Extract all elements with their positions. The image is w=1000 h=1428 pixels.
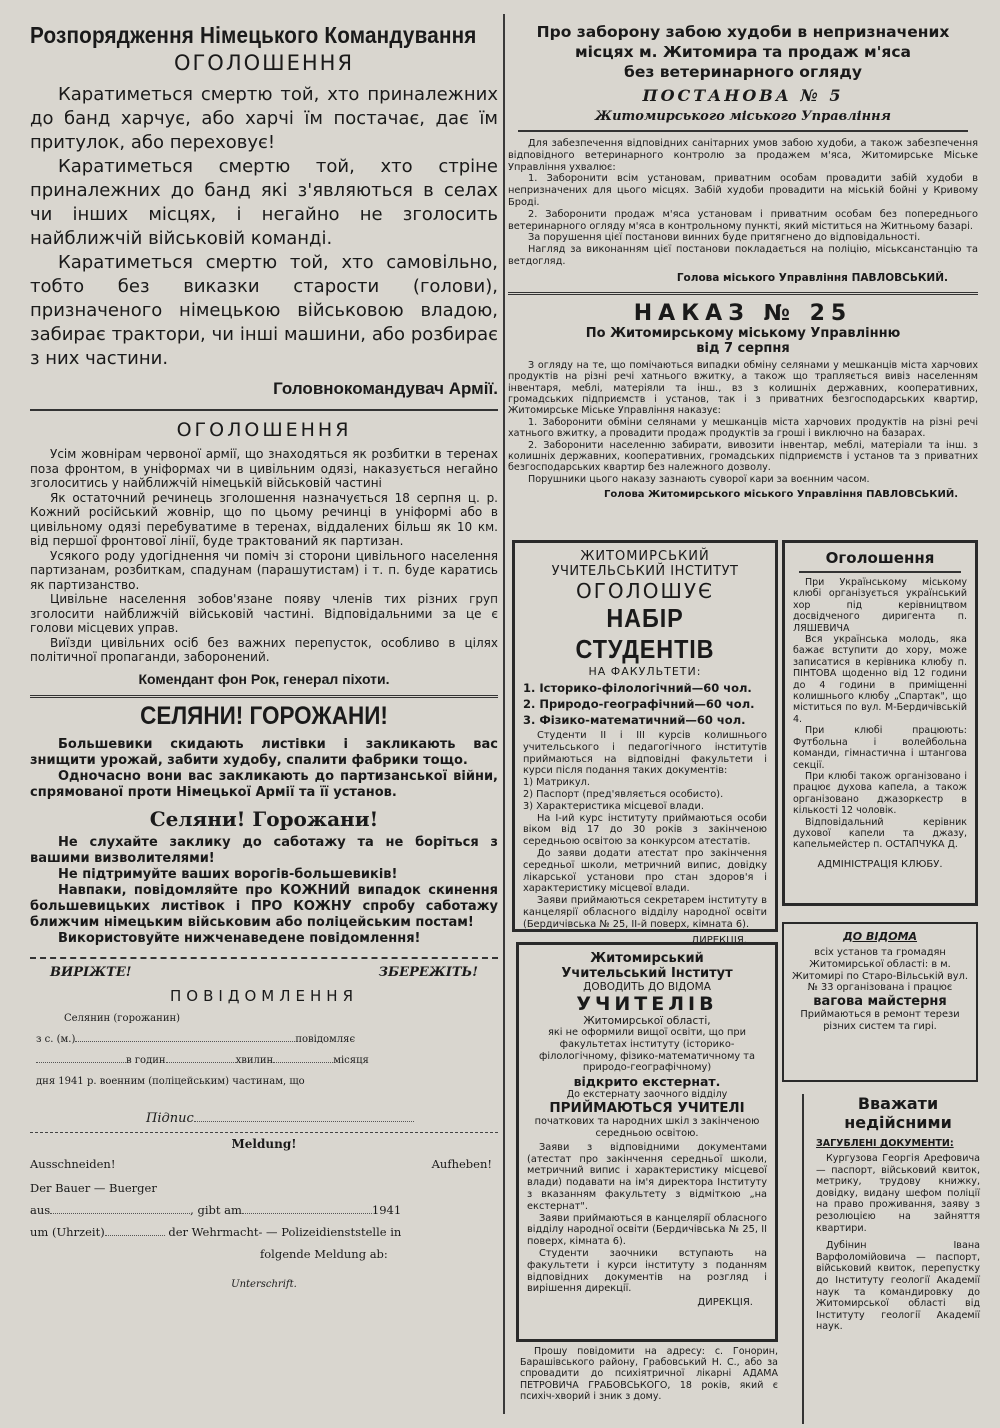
decree-title: Розпорядження Німецького Командування bbox=[30, 22, 477, 48]
teachers-open: відкрито екстернат. bbox=[573, 1074, 721, 1090]
notice-form-title: ПОВІДОМЛЕННЯ bbox=[169, 986, 358, 1005]
club-signature: АДМІНІСТРАЦІЯ КЛЮБУ. bbox=[817, 858, 943, 870]
faculty-item: 1. Історико-філологічний—60 чол. bbox=[523, 681, 752, 695]
resolution-issuer: Житомирського міського Управління bbox=[595, 109, 891, 124]
decree-signature: Головнокомандувач Армії. bbox=[273, 379, 498, 398]
decree-body bbox=[30, 83, 498, 371]
club-paragraph: При Українському міському клюбі організується український хор під керівництвом досвідченого диригента п. ЛЯШЕВИЧА bbox=[793, 577, 967, 634]
form-signature-label: Підпис bbox=[146, 1110, 194, 1126]
appeal-paragraph: Большевики скидають листівки і закликають вас знищити урожай, забити худобу, спалити фабрики тощо. bbox=[30, 736, 498, 768]
resolution-paragraph: 2. Заборонити продаж м'яса установам і приватним особам без попереднього ветеринарного огляду м'яса в контрольному пункті, який міститься на Житньому базарі. bbox=[508, 208, 978, 232]
form-de-line: um (Uhrzeit) bbox=[30, 1224, 105, 1239]
form-de-line: , gibt am bbox=[190, 1202, 242, 1217]
form-de-keep: Aufheben! bbox=[431, 1156, 492, 1171]
appeal-paragraph: Одночасно вони вас закликають до партизанської війни, спрямованої проти Німецької Армії та її установ. bbox=[30, 768, 498, 800]
invalid-paragraph: Кургузова Георгія Арефовича — паспорт, військовий квиток, метрику, трудову книжку, довідку, видану шефом поліції на право проживання, заяву з резолюцією на зайняття квартири. bbox=[816, 1153, 980, 1234]
invalid-title2: недійсними bbox=[844, 1113, 952, 1132]
institute-doc: 2) Паспорт (пред'являється особисто). bbox=[523, 788, 724, 800]
form-de-cut: Ausschneiden! bbox=[30, 1156, 116, 1171]
scale-workshop-title: ДО ВІДОМА bbox=[842, 930, 918, 943]
institute-doc: 1) Матрикул. bbox=[523, 777, 591, 789]
form-de-line: folgende Meldung ab: bbox=[260, 1246, 388, 1261]
right-column bbox=[508, 22, 978, 500]
teachers-institute-name: Житомирський bbox=[590, 951, 704, 966]
resolution-paragraph: Нагляд за виконанням цієї постанови покладається на поліцію, міськсанстанцію та ветдогляд. bbox=[508, 244, 978, 267]
announcement2-paragraph: Виїзди цивільних осіб без важних перепусток, особливо в цілях політичної пропаганди, заборонений. bbox=[30, 635, 498, 664]
resolution-title bbox=[508, 22, 978, 82]
institute-text: На І-ий курс інституту приймаються особи віком від 17 до 30 років з закінченою середньою освітою за конкурсом атестатів. bbox=[523, 812, 767, 848]
institute-type: УЧИТЕЛЬСЬКИЙ ІНСТИТУТ bbox=[551, 564, 739, 579]
club-paragraph: Вся українська молодь, яка бажає вступити до хору, може записатися в керівника клюбу п. ПІНТОВА щоденно від 12 години до 4 години в приміщенні колишнього клюбу „Спартак", що міститься по вул. М-Бердичівській 4. bbox=[793, 634, 967, 725]
teachers-text: До екстернату заочного відділу bbox=[566, 1089, 728, 1101]
order-body bbox=[508, 360, 978, 485]
missing-person-text: Прошу повідомити на адресу: с. Гонорин, Барашівського району, Грабовський Н. С., або за спровадити до психіятричної лікарні АДАМА ПЕТРОВИЧА ГРАБОВСЬКОГО, 18 років, який є психіч-хворий і зник з дому. bbox=[520, 1346, 778, 1402]
invalid-title: Вважати bbox=[857, 1094, 939, 1113]
form-de-line: der Wehrmacht- — Polizeidienststelle in bbox=[168, 1224, 402, 1239]
cut-out-label: ВИРІЖТЕ! bbox=[50, 964, 132, 980]
form-de-title: Meldung! bbox=[231, 1136, 297, 1151]
form-de-signature: Unterschrift. bbox=[231, 1278, 297, 1290]
club-announcement-box bbox=[782, 540, 978, 906]
scale-workshop-box bbox=[782, 922, 978, 1082]
announcement2-signature: Комендант фон Рок, генерал піхоти. bbox=[138, 670, 390, 687]
faculty-item: 2. Природо-географічний—60 чол. bbox=[523, 697, 755, 711]
institute-announces: ОГОЛОШУЄ bbox=[575, 579, 714, 603]
form-de-line: Der Bauer — Buerger bbox=[30, 1180, 157, 1195]
order-paragraph: 2. Заборонити населенню забирати, вивозити інвентар, меблі, матеріали та інш. з колишніх державних, кооперативних, громадських підприємств і установ та з приватних безгосподарських квартир без належного дозволу. bbox=[508, 439, 978, 474]
missing-person-notice bbox=[520, 1346, 778, 1402]
appeal-line: Не підтримуйте ваших ворогів-большевиків! bbox=[58, 866, 398, 882]
decree-paragraph: Каратиметься смертю той, хто самовільно, тобто без виказки старости (голови), призначеного німецькою військовою владою, забирає трактори, чи інші машини, або розбирає з них частини. bbox=[30, 252, 498, 369]
institute-admission-title: НАБІР СТУДЕНТІВ bbox=[575, 603, 715, 664]
resolution-title-line: місцях м. Житомира та продаж м'яса bbox=[574, 43, 911, 61]
appeal-line: Не слухайте заклику до саботажу та не боріться з вашими визволителями! bbox=[30, 834, 498, 866]
teachers-text: Студенти заочники вступають на факультети і курси інституту з поданням відповідних документів на розгляд і вирішення дирекції. bbox=[527, 1247, 767, 1295]
institute-admission-box bbox=[512, 540, 778, 946]
institute-details bbox=[523, 730, 767, 931]
scale-workshop-text: всіх установ та громадян Житомирської області: в м. Житомирі по Старо-Вільській вул. № 33 організована і працює bbox=[792, 947, 968, 994]
announcement2-paragraph: Усякого роду удогіднення чи поміч зі сторони цивільного населення партизанам, розбиткам, спадунам (парашутистам) і т. п. буде каратись як партизанство. bbox=[30, 548, 498, 592]
announcement-title: ОГОЛОШЕННЯ bbox=[173, 51, 355, 75]
resolution-body bbox=[508, 138, 978, 268]
announcement2-paragraph: Усім жовнірам червоної армії, що знаходяться як розбитки в теренах поза фронтом, в уніформах чи в цивільним одязі, наказується негайно зголоситись у найближчій німецькій військовій частині bbox=[30, 447, 498, 490]
form-field-label: хвилин bbox=[235, 1054, 274, 1066]
resolution-paragraph: Для забезпечення відповідних санітарних умов забою худоби, а також забезпечення відповідного ветеринарного контролю за продажем м'яса, Житомирське Міське Управління ухвалює: bbox=[508, 138, 978, 173]
order-date: від 7 серпня bbox=[696, 340, 790, 356]
teachers-text: початкових та народних шкіл з закінченою середньою освітою. bbox=[534, 1116, 760, 1139]
institute-signature: ДИРЕКЦІЯ. bbox=[691, 934, 747, 946]
order-subtitle: По Житомирському міському Управлінню bbox=[585, 325, 901, 341]
teachers-extern-box bbox=[516, 942, 778, 1342]
announcement2-title: ОГОЛОШЕННЯ bbox=[176, 419, 352, 441]
decree-paragraph: Каратиметься смертю той, хто приналежних до банд харчує, або харчі їм постачає, дає їм притулок, або переховує! bbox=[30, 84, 498, 153]
resolution-paragraph: За порушення цієї постанови винних буде притягнено до відповідальності. bbox=[528, 232, 921, 244]
form-field-label: місяця bbox=[333, 1054, 369, 1066]
teachers-text: які не оформили вищої освіти, що при факультетах інституту (історико-філологічному, фізико-математичному та природо-географічному) bbox=[538, 1027, 755, 1074]
order-paragraph: 1. Заборонити обміни селянами у мешканців міста харчових продуктів на різні речі хатнього вжитку, а провадити продаж продуктів за гроші і виключно на базарах. bbox=[508, 416, 978, 440]
invalid-documents-notice bbox=[802, 1094, 980, 1424]
form-field-label: дня 1941 р. военним (поліцейським) bbox=[36, 1075, 230, 1087]
left-column bbox=[30, 22, 498, 1290]
resolution-paragraph: 1. Заборонити всім установам, приватним особам провадити забій худоби в непризначених для цього місцях. Забій худоби провадити на міській бойні у Кривому Броді. bbox=[508, 173, 978, 208]
order-paragraph: Порушники цього наказу зазнають суворої кари за воєнним часом. bbox=[528, 473, 870, 485]
teachers-region: Житомирської області, bbox=[583, 1015, 711, 1027]
faculty-item: 3. Фізико-математичний—60 чол. bbox=[523, 713, 746, 727]
order-title: НАКАЗ № 25 bbox=[633, 300, 853, 326]
club-paragraph: Відповідальний керівник духової капели та джазу, капельмейстер п. ОСТАПЧУКА Д. bbox=[793, 816, 967, 851]
club-title: Оголошення bbox=[825, 549, 935, 567]
institute-text: До заяви додати атестат про закінчення середньої школи, метричний випис, довідку лікарської установи про стан здоров'я і характеристику місцевої влади. bbox=[523, 847, 767, 895]
order-paragraph: З огляду на те, що помічаються випадки обміну селянами у мешканців міста харчових продуктів на різні речі хатнього вжитку, а також що трапляється вивіз населенням інвентаря, меблі, матеріяли та інш., вз з колишніх державних, кооперативних, громадських підприємств і установ, так і з приватних безгосподарських квартир, Житомирське Міське Управління наказує: bbox=[508, 359, 978, 417]
teachers-details bbox=[527, 1142, 767, 1295]
decree-paragraph: Каратиметься смертю той, хто стріне приналежних до банд які з'являються в селах чи інших місцях, і негайно не зголосить найближчій військовій команді. bbox=[30, 156, 498, 249]
announcement2-paragraph: Цивільне населення зобов'язане появу членів тих різних груп зголосити найближчій військовій частині. Відповідальними за це є голови місцевих управ. bbox=[30, 592, 498, 635]
form-field-label: повідомляє bbox=[295, 1033, 356, 1045]
notice-form-de bbox=[30, 1137, 498, 1290]
appeal-title2: Селяни! Горожани! bbox=[149, 806, 379, 831]
form-field-label: Селянин (горожанин) bbox=[64, 1012, 181, 1024]
keep-label: ЗБЕРЕЖІТЬ! bbox=[378, 964, 478, 980]
announcement2-body bbox=[30, 447, 498, 665]
institute-faculties-label: НА ФАКУЛЬТЕТИ: bbox=[588, 665, 702, 678]
club-body bbox=[793, 577, 967, 851]
resolution-number: ПОСТАНОВА № 5 bbox=[642, 86, 844, 105]
teachers-text: Заяви з відповідними документами (атестат про закінчення середньої школи, метричний випис і характеристику місцевої влади) подавати на ім'я директора Інституту з вказанням факультету з відміткою „на екстернат". bbox=[527, 1141, 767, 1212]
appeal-lines bbox=[30, 835, 498, 947]
faculty-list bbox=[523, 680, 767, 728]
scale-workshop-text: Приймаються в ремонт терези різних систем та гирі. bbox=[800, 1009, 960, 1032]
club-paragraph: При клюбі також організовано і працює духова капела, а також організовано джазоркестр в кількості 12 чоловік. bbox=[793, 770, 967, 817]
form-field-label: з с. (м.) bbox=[36, 1033, 76, 1045]
invalid-subtitle: ЗАГУБЛЕНІ ДОКУМЕНТИ: bbox=[816, 1138, 954, 1149]
invalid-paragraph: Дубінин Івана Варфоломійовича — паспорт, військовий квиток, перепустку до Інституту геології Академії наук та командировку до Житомирської області від Інституту геології Академії наук. bbox=[816, 1240, 980, 1333]
resolution-title-line: Про заборону забою худоби в непризначених bbox=[536, 23, 950, 41]
scale-workshop-name: вагова майстерня bbox=[813, 994, 947, 1010]
notice-form-uk bbox=[30, 1013, 498, 1126]
teachers-accept: ПРИЙМАЮТЬСЯ УЧИТЕЛІ bbox=[549, 1100, 745, 1117]
cut-line bbox=[30, 957, 498, 985]
institute-name: ЖИТОМИРСЬКИЙ bbox=[580, 549, 710, 564]
teachers-notice: ДОВОДИТЬ ДО ВІДОМА bbox=[583, 981, 711, 993]
announcement2-paragraph: Як остаточний речинець зголошення назначується 18 серпня ц. р. Кожний російський жовнір, що по цьому речинці в уніформі або в цивільному одязі перебуватиме в теренах, віддалених більш як 10 км. від першої фронтової лінії, буде трактований як партизан. bbox=[30, 490, 498, 548]
appeal-title: СЕЛЯНИ! ГОРОЖАНИ! bbox=[140, 701, 388, 730]
order-signature: Голова Житомирського міського Управління ПАВЛОВСЬКИЙ. bbox=[604, 489, 958, 501]
appeal-line: Навпаки, повідомляйте про КОЖНИЙ випадок скинення большевицьких листівок і ПРО КОЖНУ спробу саботажу ближчим німецьким військовим або поліцейським постам! bbox=[30, 882, 498, 930]
teachers-title: УЧИТЕЛІВ bbox=[576, 993, 718, 1015]
club-paragraph: При клюбі працюють: Футбольна і волейбольна команди, гімнастична і штангова секції. bbox=[793, 725, 967, 771]
form-de-line: 1941 bbox=[371, 1202, 402, 1217]
institute-text: Студенти II і III курсів колишнього учительського і педагогічного інститутів приймаються на відповідні факультети і курси після подання таких документів: bbox=[523, 730, 767, 777]
resolution-signature: Голова міського Управління ПАВЛОВСЬКИЙ. bbox=[676, 271, 948, 284]
form-field-label: частинам, що bbox=[232, 1075, 305, 1087]
institute-doc: 3) Характеристика місцевої влади. bbox=[523, 800, 704, 812]
institute-text: Заяви приймаються секретарем інституту в канцелярії обласного відділу народної освіти (Бердичівська № 25, II-й поверх, кімната 6). bbox=[523, 895, 767, 930]
teachers-institute-type: Учительський Інститут bbox=[561, 966, 733, 981]
appeal-line: Використовуйте нижченаведене повідомлення! bbox=[58, 930, 421, 946]
form-de-line: aus bbox=[30, 1202, 51, 1217]
teachers-signature: ДИРЕКЦІЯ. bbox=[697, 1297, 753, 1309]
teachers-text: Заяви приймаються в канцелярії обласного відділу народної освіти (Бердичівська № 25, II поверх, кімната 6). bbox=[527, 1212, 767, 1248]
form-field-label: в годин bbox=[126, 1054, 166, 1066]
resolution-title-line: без ветеринарного огляду bbox=[624, 63, 862, 81]
column-divider bbox=[503, 14, 505, 1414]
